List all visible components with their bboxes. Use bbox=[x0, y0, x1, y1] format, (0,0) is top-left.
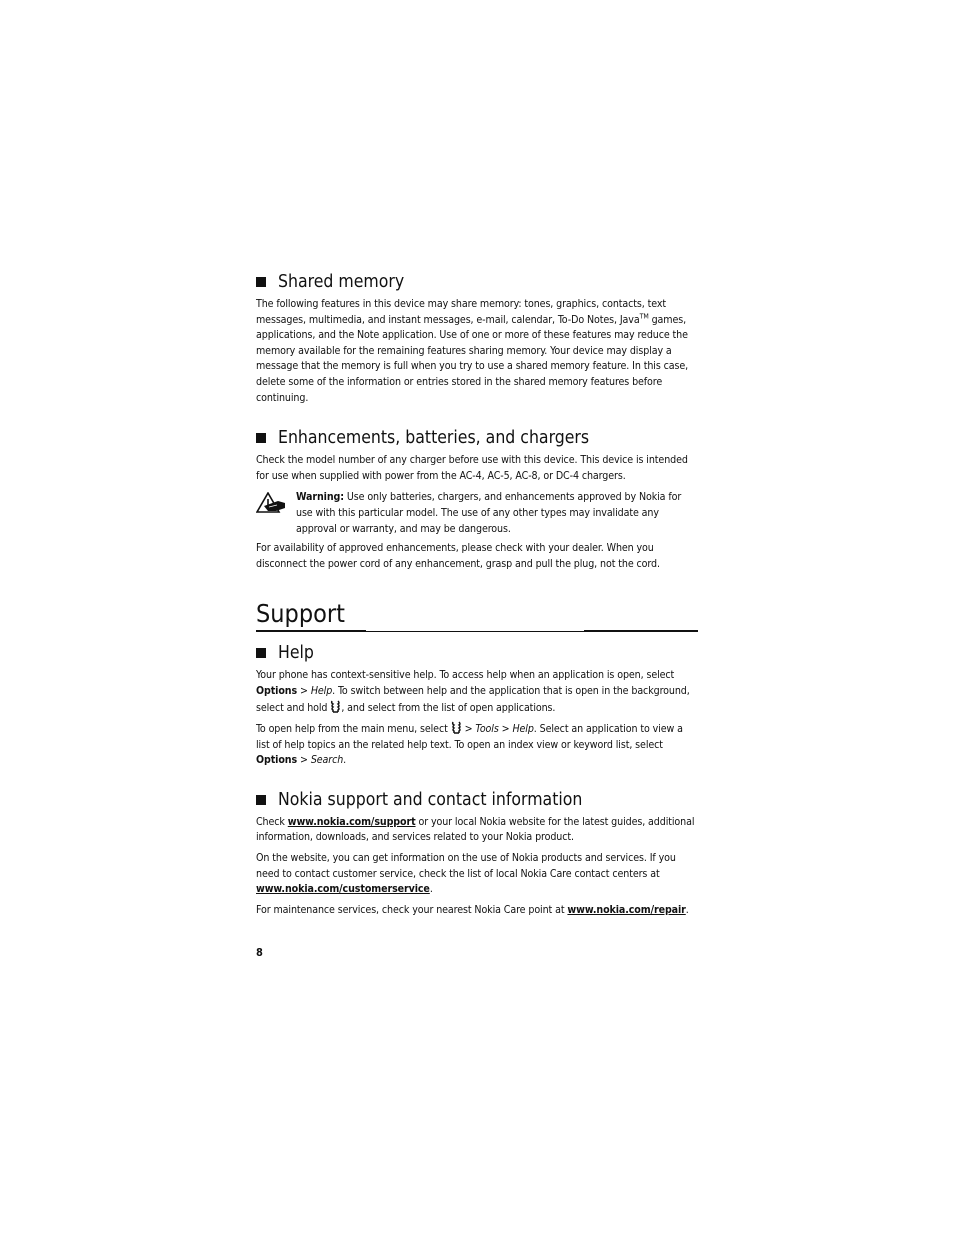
section-title-enhancements bbox=[256, 426, 698, 450]
text-run: > bbox=[297, 684, 311, 697]
chapter-title: Support bbox=[256, 599, 345, 629]
section-title-shared-memory bbox=[256, 270, 698, 294]
text-run: The following features in this device may share memory: tones, graphics, contacts, text messages, multimedia, and instant messages, e-mail, calendar, To-Do Notes, Java bbox=[256, 298, 667, 326]
section-bullet bbox=[256, 795, 266, 805]
text-run: > bbox=[461, 723, 476, 736]
options-label: Options bbox=[256, 754, 298, 767]
text-run: . To switch between help and the application that is open in the background, select and hold bbox=[256, 684, 690, 714]
warning-hand-icon bbox=[256, 492, 286, 514]
search-label: Search bbox=[310, 754, 344, 767]
text-run: , and select from the list of open applications. bbox=[341, 701, 556, 714]
text-run: To open help from the main menu, select bbox=[256, 723, 451, 736]
page-content bbox=[256, 270, 698, 918]
text-run: . bbox=[343, 754, 347, 767]
section-bullet bbox=[256, 433, 266, 443]
tools-label: Tools bbox=[475, 723, 499, 736]
support-paragraph-3 bbox=[256, 903, 698, 919]
support-link[interactable]: www.nokia.com/support bbox=[287, 815, 416, 828]
support-paragraph-2 bbox=[256, 851, 698, 898]
section-title-text: Nokia support and contact information bbox=[278, 789, 583, 810]
warning-block bbox=[256, 490, 698, 537]
text-run: For maintenance services, check your nearest Nokia Care point at bbox=[256, 903, 568, 916]
text-run: . Select an application to view a list of help topics an the related help text. To open an index view or keyword list, select bbox=[256, 723, 683, 751]
customerservice-link[interactable]: www.nokia.com/customerservice bbox=[256, 883, 430, 896]
text-run: games, applications, and the Note application. Use of one or more of these features may reduce the memory available for the remaining features sharing memory. Your device may display a message that the memory is full when you try to use a shared memory feature. In this case, delete some of the information or entries stored in the shared memory features before continuing. bbox=[256, 313, 689, 404]
section-title-text: Shared memory bbox=[278, 272, 405, 292]
section-title-help bbox=[256, 641, 698, 665]
text-run: Use only batteries, chargers, and enhancements approved by Nokia for use with this particular model. The use of any other types may invalidate any approval or warranty, and may be dangerous. bbox=[296, 491, 682, 535]
section-title-nokia-support bbox=[256, 788, 698, 812]
trademark-sup: TM bbox=[639, 312, 649, 321]
page-number: 8 bbox=[256, 946, 263, 959]
menu-key-icon bbox=[330, 700, 341, 713]
section-bullet bbox=[256, 648, 266, 658]
repair-link[interactable]: www.nokia.com/repair bbox=[567, 903, 686, 916]
text-run: Check bbox=[256, 815, 288, 828]
text-run: On the website, you can get information on the use of Nokia products and services. If you need to contact customer service, check the list of local Nokia Care contact centers at bbox=[256, 852, 676, 880]
warning-label: Warning: bbox=[296, 491, 344, 504]
chapter-rule bbox=[256, 631, 698, 632]
help-label: Help bbox=[512, 723, 534, 736]
help-paragraph-2 bbox=[256, 721, 698, 769]
support-paragraph-1 bbox=[256, 815, 698, 846]
text-run: . bbox=[685, 903, 689, 916]
help-label: Help bbox=[310, 684, 333, 697]
text-run: > bbox=[297, 754, 311, 767]
warning-text bbox=[296, 490, 698, 537]
help-paragraph-1 bbox=[256, 668, 698, 716]
text-run: Your phone has context-sensitive help. To access help when an application is open, select bbox=[256, 669, 675, 682]
section-bullet bbox=[256, 277, 266, 287]
section-title-text: Enhancements, batteries, and chargers bbox=[278, 428, 590, 449]
options-label: Options bbox=[256, 684, 298, 697]
enhancements-paragraph-2: For availability of approved enhancements, please check with your dealer. When you disconnect the power cord of any enhancement, grasp and pull the plug, not the cord. bbox=[256, 542, 660, 570]
enhancements-paragraph: Check the model number of any charger before use with this device. This device is intended for use when supplied with power from the AC-4, AC-5, AC-8, or DC-4 chargers. bbox=[256, 454, 688, 482]
text-run: . bbox=[429, 883, 433, 896]
text-run: or your local Nokia website for the latest guides, additional information, downloads, and services related to your Nokia product. bbox=[256, 815, 695, 844]
shared-memory-paragraph bbox=[256, 297, 698, 406]
text-run: > bbox=[498, 723, 513, 736]
section-title-text: Help bbox=[278, 643, 314, 664]
menu-key-icon bbox=[451, 721, 462, 734]
